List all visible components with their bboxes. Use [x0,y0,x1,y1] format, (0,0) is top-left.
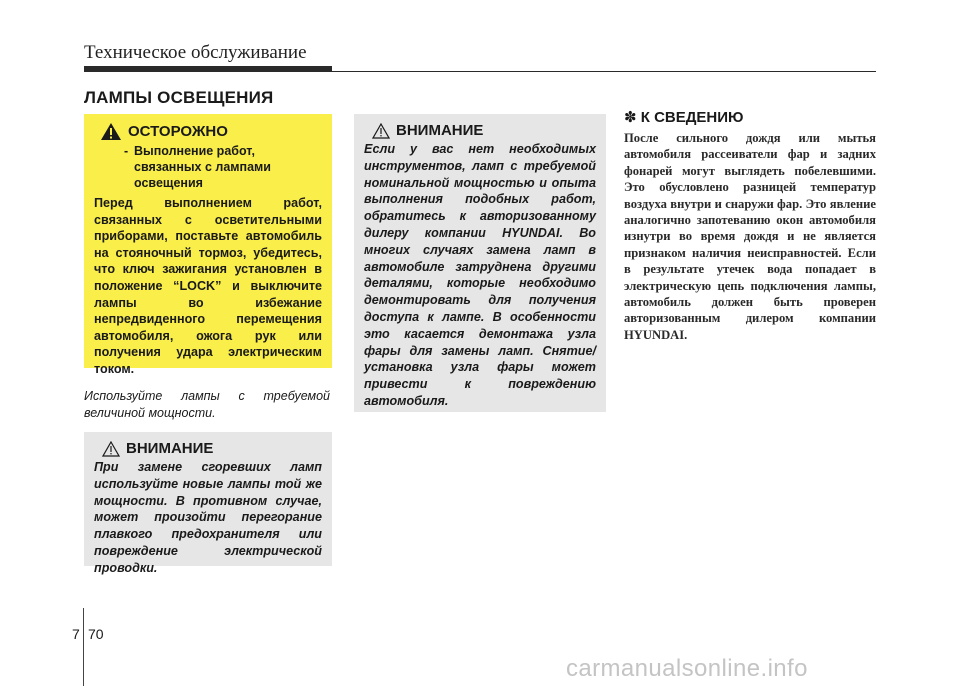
warning-box-1 [84,432,332,575]
asterisk-icon: ✽ [624,109,637,126]
caution-dash: - [124,144,129,158]
caution-subtitle [124,143,322,191]
header-rule [332,71,876,72]
warning-box-2 [354,114,606,412]
warning-triangle-icon [100,122,122,141]
info-title-text: К СВЕДЕНИЮ [640,109,744,126]
chapter-title: Техническое обслуживание [84,42,307,63]
warning-triangle-outline-icon [102,441,120,457]
watermark: carmanualsonline.info [566,655,808,682]
footer-divider [83,608,84,686]
info-title [624,108,744,126]
caution-title: ОСТОРОЖНО [128,123,228,140]
warning-title-2: ВНИМАНИЕ [396,122,484,139]
warning-header-2 [372,122,596,139]
header-bar [84,66,332,72]
warning-triangle-outline-icon [372,123,390,139]
warning-header-1 [102,440,322,457]
caution-body: Перед выполнением работ, связанных с осветительными приборами, поставьте автомобиль на стояночный тормоз, убедитесь, что ключ зажигания установлен в положение “LOCK” и выключите лампы во избежание непредвиденного перемещения автомобиля, ожога рук или получения удара электрическим током. [94,196,322,376]
caution-box [84,114,332,376]
warning-title-1: ВНИМАНИЕ [126,440,214,457]
warning-body-2: Если у вас нет необходимых инструментов, ламп с требуемой номинальной мощностью и опыта выполнения подобных работ, обратитесь к авторизованному дилеру компании HYUNDAI. Во многих случаях замена ламп в автомобиле затруднена другими деталями, которые необходимо демонтировать для получения доступа к лампе. В особенности это касается демонтажа узла фары для замены ламп. Снятие/установка узла фары может привести к повреждению автомобиля. [364,142,596,408]
chapter-number: 7 [72,626,80,642]
caution-header [100,122,322,141]
info-body: После сильного дождя или мытья автомобиля рассеиватели фар и задних фонарей могут выглядеть побелевшими. Это обусловлено разницей температур воздуха внутри и снаружи фар. Это явление аналогично запотеванию окон автомобиля изнутри во время дождя и не является признаком наличия неисправностей. Если в результате утечек вода попадает в электрическую цепь подключения лампы, автомобиль должен быть проверен авторизованным дилером компании HYUNDAI. [624,131,876,342]
section-title: ЛАМПЫ ОСВЕЩЕНИЯ [84,88,274,107]
warning-body-1: При замене сгоревших ламп используйте новые лампы той же мощности. В противном случае, может произойти перегорание плавкого предохранителя или повреждение электрической проводки. [94,460,322,575]
note-text: Используйте лампы с требуемой величиной мощности. [84,389,330,420]
caution-subtitle-text: Выполнение работ, связанных с лампами освещения [134,144,271,190]
page-number: 70 [88,626,104,642]
